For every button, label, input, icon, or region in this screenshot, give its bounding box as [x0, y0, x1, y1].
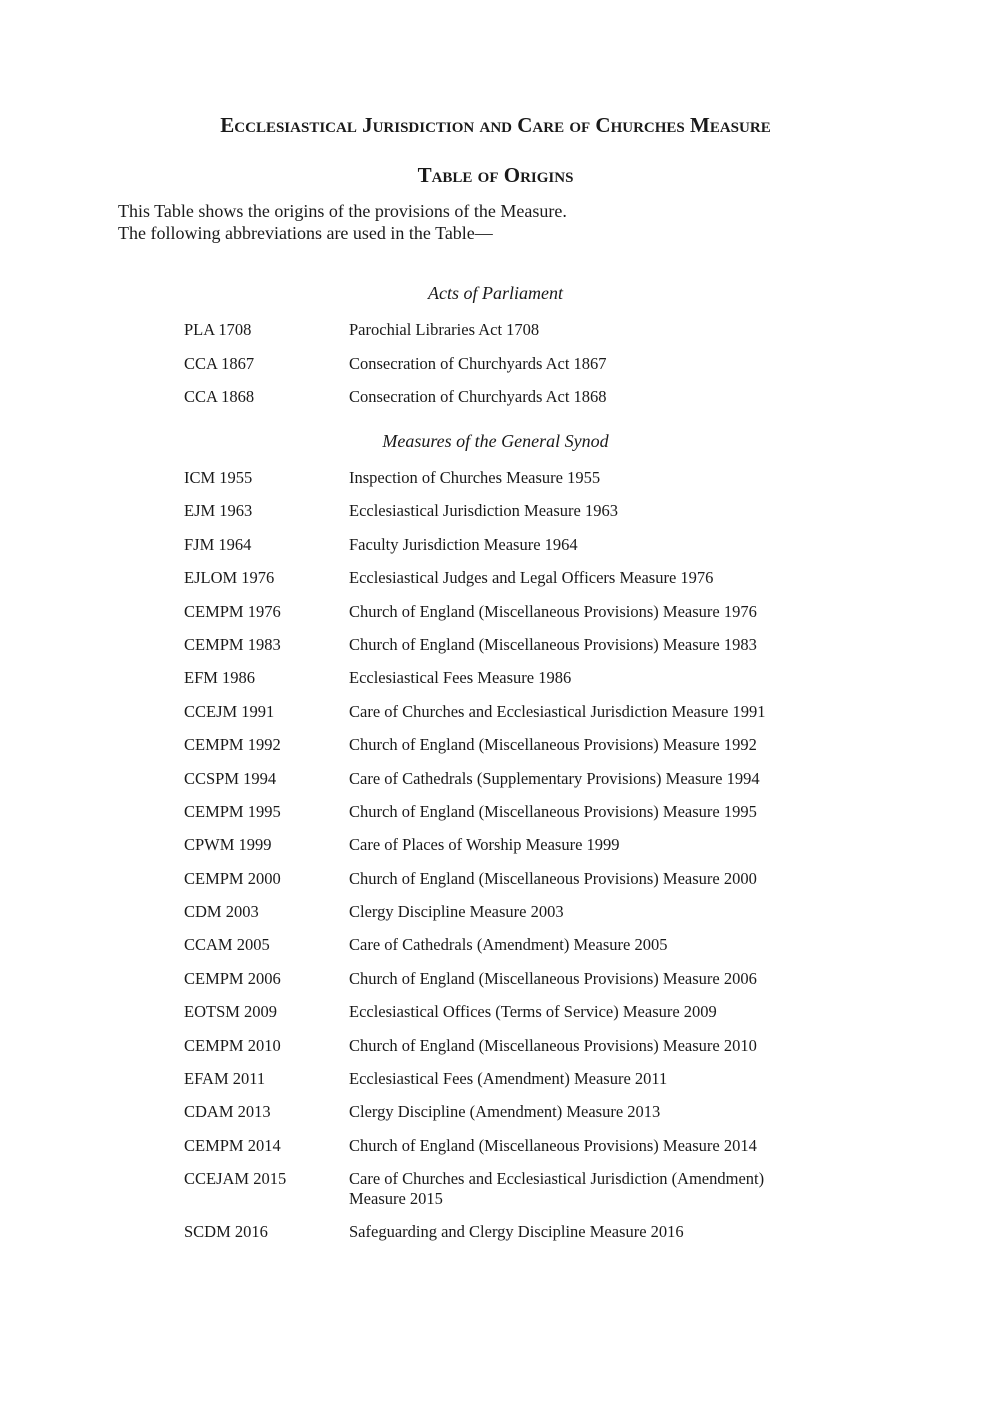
full-name: Inspection of Churches Measure 1955	[349, 468, 601, 487]
abbreviation: CEMPM 1995	[184, 801, 281, 821]
table-row	[184, 902, 824, 935]
table-title: Table of Origins	[417, 163, 574, 187]
full-name: Ecclesiastical Fees (Amendment) Measure 2011	[349, 1069, 668, 1089]
full-name: Church of England (Miscellaneous Provisions) Measure 1992	[349, 735, 757, 755]
abbreviation: SCDM 2016	[184, 1222, 268, 1242]
table-row	[184, 468, 824, 501]
table-row	[184, 769, 824, 802]
table-row	[184, 387, 824, 421]
table-row	[184, 935, 824, 968]
full-name: Safeguarding and Clergy Discipline Measure 2016	[349, 1222, 684, 1242]
abbreviation: CCEJAM 2015	[184, 1169, 287, 1189]
full-name: Care of Churches and Ecclesiastical Jurisdiction Measure 1991	[349, 701, 766, 721]
full-name: Parochial Libraries Act 1708	[349, 320, 540, 339]
measures-section-heading: Measures of the General Synod	[382, 431, 609, 451]
table-row	[184, 320, 824, 354]
abbreviation: CDM 2003	[184, 902, 259, 922]
full-name: Faculty Jurisdiction Measure 1964	[349, 534, 578, 554]
abbreviation: PLA 1708	[184, 320, 252, 339]
abbreviation: EOTSM 2009	[184, 1002, 278, 1022]
table-row	[184, 1169, 824, 1222]
abbreviation: CEMPM 1992	[184, 735, 281, 755]
document-title: Ecclesiastical Jurisdiction and Care of Churches Measure	[220, 113, 771, 137]
table-row	[184, 702, 824, 735]
full-name: Care of Churches and Ecclesiastical Jurisdiction (Amendment) Measure 2015	[349, 1169, 765, 1209]
abbreviation: CCSPM 1994	[184, 768, 277, 788]
abbreviation: CEMPM 2014	[184, 1135, 281, 1155]
table-row	[184, 668, 824, 701]
full-name: Care of Cathedrals (Amendment) Measure 2005	[349, 935, 668, 955]
table-row	[184, 635, 824, 668]
abbreviation: CCA 1867	[184, 353, 255, 373]
abbreviation: CEMPM 1976	[184, 601, 281, 621]
acts-table	[184, 320, 824, 421]
table-row	[184, 568, 824, 601]
table-row	[184, 602, 824, 635]
abbreviation: CEMPM 2010	[184, 1035, 281, 1055]
full-name: Church of England (Miscellaneous Provisions) Measure 1995	[349, 801, 757, 821]
full-name: Consecration of Churchyards Act 1867	[349, 353, 607, 373]
table-row	[184, 802, 824, 835]
full-name: Care of Places of Worship Measure 1999	[349, 835, 620, 855]
full-name: Church of England (Miscellaneous Provisions) Measure 1976	[349, 601, 757, 621]
intro-line: This Table shows the origins of the provisions of the Measure.	[118, 201, 567, 221]
full-name: Ecclesiastical Judges and Legal Officers Measure 1976	[349, 568, 714, 588]
full-name: Church of England (Miscellaneous Provisions) Measure 2010	[349, 1035, 757, 1055]
intro-line: The following abbreviations are used in the Table—	[118, 223, 493, 243]
abbreviation: EFAM 2011	[184, 1069, 266, 1089]
table-row	[184, 835, 824, 868]
abbreviation: CPWM 1999	[184, 835, 272, 855]
abbreviation: CEMPM 1983	[184, 634, 281, 654]
acts-section-heading: Acts of Parliament	[428, 283, 563, 303]
abbreviation: CEMPM 2006	[184, 968, 281, 988]
full-name: Ecclesiastical Offices (Terms of Service) Measure 2009	[349, 1002, 717, 1022]
abbreviation: CCEJM 1991	[184, 701, 275, 721]
abbreviation: EFM 1986	[184, 668, 256, 688]
table-row	[184, 735, 824, 768]
full-name: Ecclesiastical Fees Measure 1986	[349, 668, 572, 688]
abbreviation: ICM 1955	[184, 468, 253, 487]
full-name: Clergy Discipline (Amendment) Measure 2013	[349, 1102, 661, 1122]
table-row	[184, 1036, 824, 1069]
full-name: Church of England (Miscellaneous Provisions) Measure 1983	[349, 634, 757, 654]
full-name: Care of Cathedrals (Supplementary Provisions) Measure 1994	[349, 768, 760, 788]
abbreviation: CCAM 2005	[184, 935, 270, 955]
table-row	[184, 1102, 824, 1135]
table-row	[184, 501, 824, 534]
abbreviation: CDAM 2013	[184, 1102, 271, 1122]
table-row	[184, 1069, 824, 1102]
table-row	[184, 1002, 824, 1035]
full-name: Church of England (Miscellaneous Provisions) Measure 2006	[349, 968, 757, 988]
table-row	[184, 1136, 824, 1169]
abbreviation: FJM 1964	[184, 534, 252, 554]
table-row	[184, 969, 824, 1002]
full-name: Clergy Discipline Measure 2003	[349, 902, 564, 922]
abbreviation: CEMPM 2000	[184, 868, 281, 888]
abbreviation: EJLOM 1976	[184, 568, 275, 588]
abbreviation: CCA 1868	[184, 387, 255, 406]
full-name: Ecclesiastical Jurisdiction Measure 1963	[349, 501, 618, 521]
full-name: Consecration of Churchyards Act 1868	[349, 387, 607, 406]
measures-table	[184, 468, 824, 1256]
table-row	[184, 869, 824, 902]
full-name: Church of England (Miscellaneous Provisions) Measure 2000	[349, 868, 757, 888]
table-row	[184, 535, 824, 568]
table-row	[184, 1222, 824, 1255]
abbreviation: EJM 1963	[184, 501, 253, 521]
table-row	[184, 354, 824, 388]
full-name: Church of England (Miscellaneous Provisions) Measure 2014	[349, 1135, 757, 1155]
